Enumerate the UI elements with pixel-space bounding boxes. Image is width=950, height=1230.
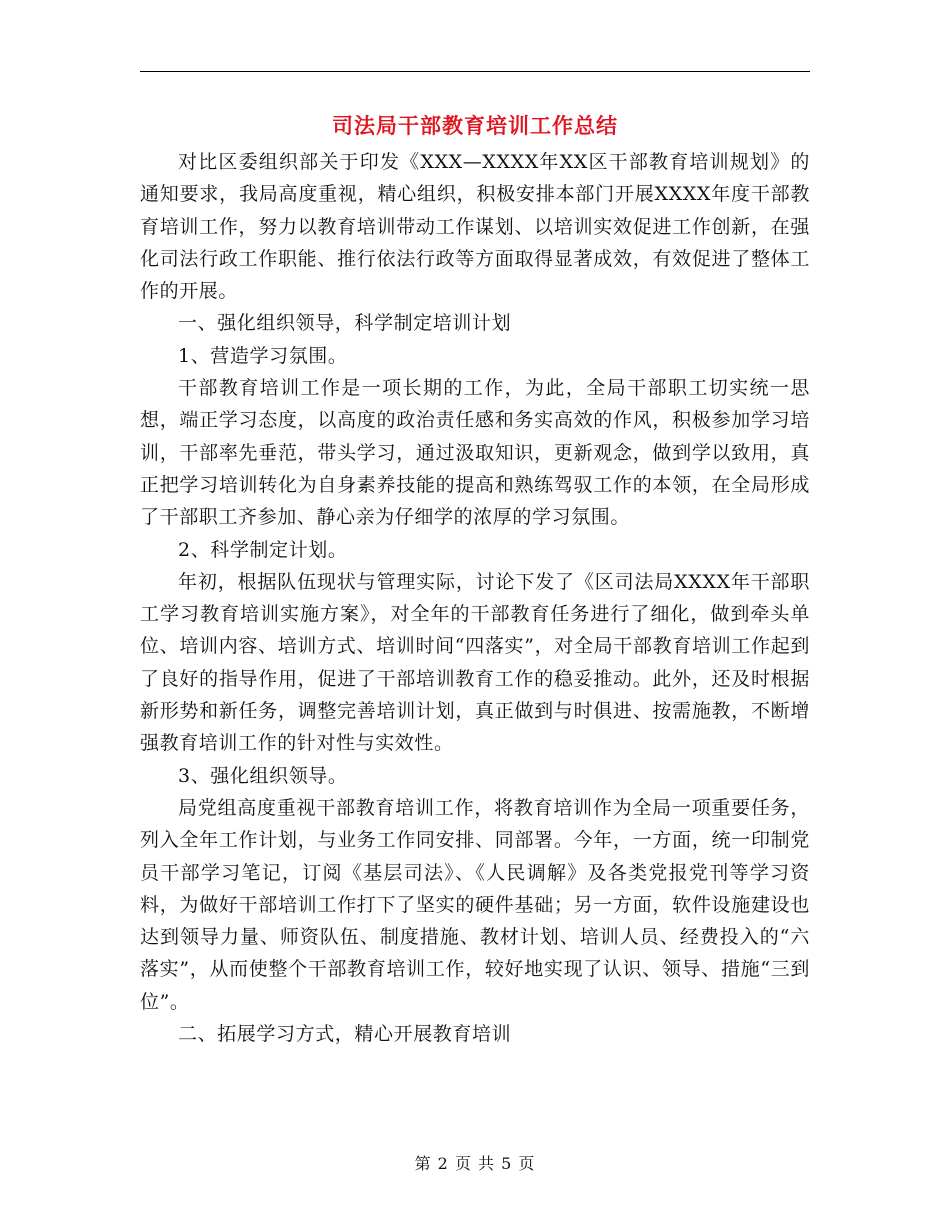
paragraph-intro: 对比区委组织部关于印发《XXX—XXXX年XX区干部教育培训规划》的通知要求，我局高度重视，精心组织，积极安排本部门开展XXXX年度干部教育培训工作，努力以教育培训带动工作谋划、以培训实效促进工作创新，在强化司法行政工作职能、推行依法行政等方面取得显著成效，有效促进了整体工作的开展。 <box>140 151 810 303</box>
paragraph-1-2: 年初，根据队伍现状与管理实际，讨论下发了《区司法局XXXX年干部职工学习教育培训实施方案》，对全年的干部教育任务进行了细化，做到牵头单位、培训内容、培训方式、培训时间“四落实”，对全局干部教育培训工作起到了良好的指导作用，促进了干部培训教育工作的稳妥推动。此外，还及时根据新形势和新任务，调整完善培训计划，真正做到与时俱进、按需施教，不断增强教育培训工作的针对性与实效性。 <box>140 570 810 755</box>
header-rule <box>140 71 810 72</box>
paragraph-1-3: 局党组高度重视干部教育培训工作，将教育培训作为全局一项重要任务，列入全年工作计划，与业务工作同安排、同部署。今年，一方面，统一印制党员干部学习笔记，订阅《基层司法》、《人民调解》及各类党报党刊等学习资料，为做好干部培训工作打下了坚实的硬件基础；另一方面，软件设施建设也达到领导力量、师资队伍、制度措施、教材计划、培训人员、经费投入的“六落实”，从而使整个干部教育培训工作，较好地实现了认识、领导、措施“三到位”。 <box>140 796 810 1013</box>
document-body <box>140 146 810 1050</box>
document-title: 司法局干部教育培训工作总结 <box>332 113 618 138</box>
page-number: 第 2 页 共 5 页 <box>414 1154 536 1173</box>
paragraph-1-1: 干部教育培训工作是一项长期的工作，为此，全局干部职工切实统一思想，端正学习态度，以高度的政治责任感和务实高效的作风，积极参加学习培训，干部率先垂范，带头学习，通过汲取知识，更新观念，做到学以致用，真正把学习培训转化为自身素养技能的提高和熟练驾驭工作的本领，在全局形成了干部职工齐参加、静心亲为仔细学的浓厚的学习氛围。 <box>140 377 810 529</box>
subheading-1-3: 3、强化组织领导。 <box>178 764 348 787</box>
subheading-1-2: 2、科学制定计划。 <box>178 538 348 561</box>
subheading-1-1: 1、营造学习氛围。 <box>178 344 348 367</box>
section-heading-1: 一、强化组织领导，科学制定培训计划 <box>178 312 512 335</box>
section-heading-2: 二、拓展学习方式，精心开展教育培训 <box>178 1023 512 1046</box>
